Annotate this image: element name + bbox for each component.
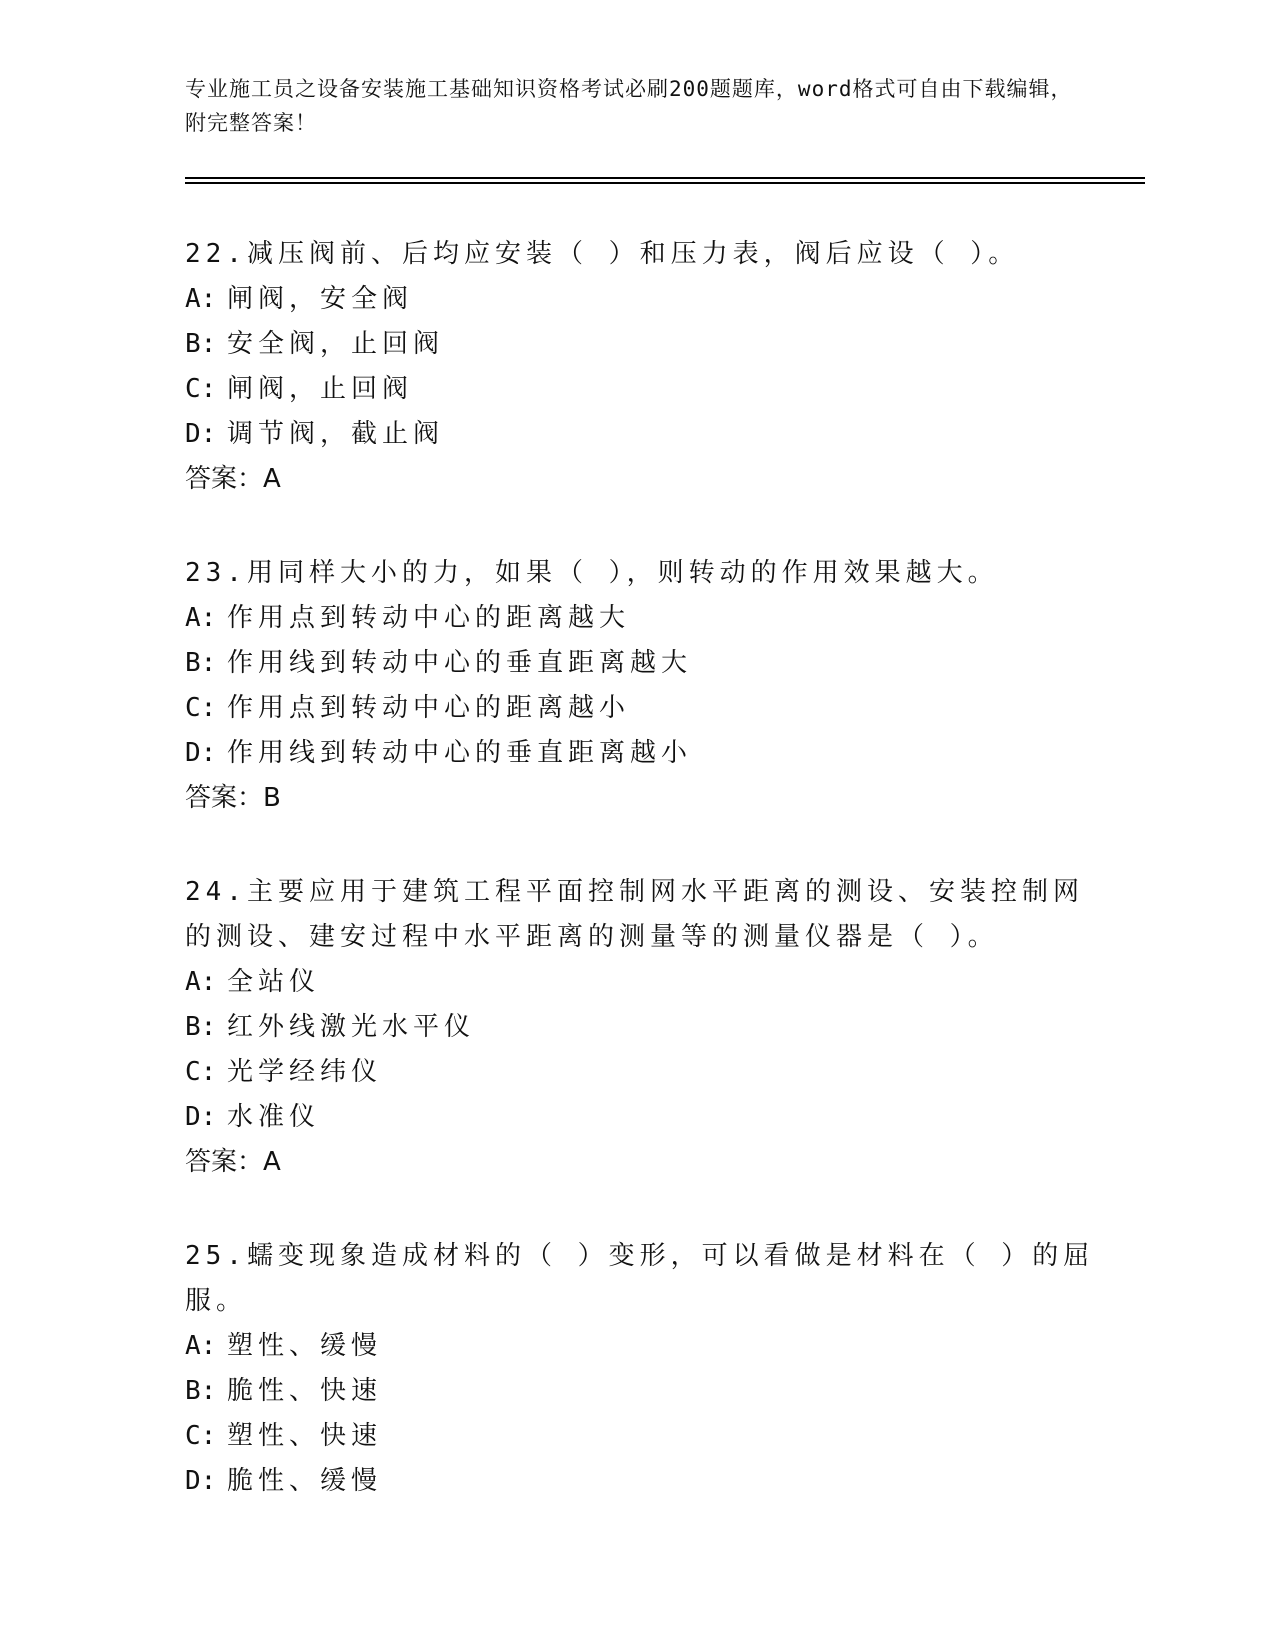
- option-key: B:: [185, 1012, 217, 1042]
- option-b: [185, 1005, 1105, 1050]
- question-stem: 22.减压阀前、后均应安装（ ）和压力表，阀后应设（ ）。: [185, 239, 1020, 269]
- option-key: C:: [185, 1421, 217, 1451]
- option-d: [185, 412, 1105, 457]
- option-a: [185, 1324, 1105, 1369]
- option-c: [185, 367, 1105, 412]
- document-header: 专业施工员之设备安装施工基础知识资格考试必刷200题题库，word格式可自由下载编辑，附完整答案！: [185, 77, 1073, 135]
- option-key: C:: [185, 374, 217, 404]
- answer-line: 答案：A: [185, 1147, 281, 1177]
- option-text: 作用线到转动中心的垂直距离越大: [227, 648, 693, 678]
- option-key: A:: [185, 1331, 217, 1361]
- answer-line: 答案：A: [185, 464, 281, 494]
- option-a: [185, 596, 1105, 641]
- option-text: 光学经纬仪: [227, 1057, 383, 1087]
- option-text: 水准仪: [227, 1102, 321, 1132]
- option-text: 全站仪: [227, 967, 321, 997]
- option-key: A:: [185, 967, 217, 997]
- option-key: A:: [185, 603, 217, 633]
- option-key: D:: [185, 1102, 217, 1132]
- option-d: [185, 731, 1105, 776]
- question-stem: 24.主要应用于建筑工程平面控制网水平距离的测设、安装控制网的测设、建安过程中水平距离的测量等的测量仪器是（ ）。: [185, 877, 1084, 952]
- option-a: [185, 277, 1105, 322]
- option-text: 塑性、缓慢: [227, 1331, 383, 1361]
- option-key: C:: [185, 693, 217, 723]
- option-key: C:: [185, 1057, 217, 1087]
- option-b: [185, 322, 1105, 367]
- option-text: 脆性、快速: [227, 1376, 383, 1406]
- option-key: D:: [185, 738, 217, 768]
- option-text: 闸阀，安全阀: [227, 284, 414, 314]
- option-c: [185, 1050, 1105, 1095]
- option-key: D:: [185, 419, 217, 449]
- option-d: [185, 1459, 1105, 1504]
- option-c: [185, 686, 1105, 731]
- option-key: B:: [185, 1376, 217, 1406]
- option-c: [185, 1414, 1105, 1459]
- option-text: 作用点到转动中心的距离越小: [227, 693, 631, 723]
- option-text: 安全阀，止回阀: [227, 329, 445, 359]
- option-text: 调节阀，截止阀: [227, 419, 445, 449]
- option-text: 作用线到转动中心的垂直距离越小: [227, 738, 693, 768]
- option-a: [185, 960, 1105, 1005]
- option-b: [185, 641, 1105, 686]
- question-stem: 23.用同样大小的力，如果（ ），则转动的作用效果越大。: [185, 558, 999, 588]
- header-divider-bottom: [185, 182, 1145, 184]
- option-text: 作用点到转动中心的距离越大: [227, 603, 631, 633]
- header-divider-top: [185, 177, 1145, 179]
- option-key: B:: [185, 329, 217, 359]
- option-b: [185, 1369, 1105, 1414]
- option-text: 红外线激光水平仪: [227, 1012, 476, 1042]
- question-stem: 25.蠕变现象造成材料的（ ）变形，可以看做是材料在（ ）的屈服。: [185, 1241, 1095, 1316]
- option-text: 塑性、快速: [227, 1421, 383, 1451]
- answer-line: 答案：B: [185, 783, 281, 813]
- option-text: 脆性、缓慢: [227, 1466, 383, 1496]
- option-text: 闸阀，止回阀: [227, 374, 414, 404]
- question-25: [185, 1234, 1105, 1504]
- question-22: [185, 232, 1105, 502]
- option-d: [185, 1095, 1105, 1140]
- question-list: [185, 232, 1105, 1553]
- question-24: [185, 870, 1105, 1185]
- option-key: D:: [185, 1466, 217, 1496]
- option-key: B:: [185, 648, 217, 678]
- question-23: [185, 551, 1105, 821]
- option-key: A:: [185, 284, 217, 314]
